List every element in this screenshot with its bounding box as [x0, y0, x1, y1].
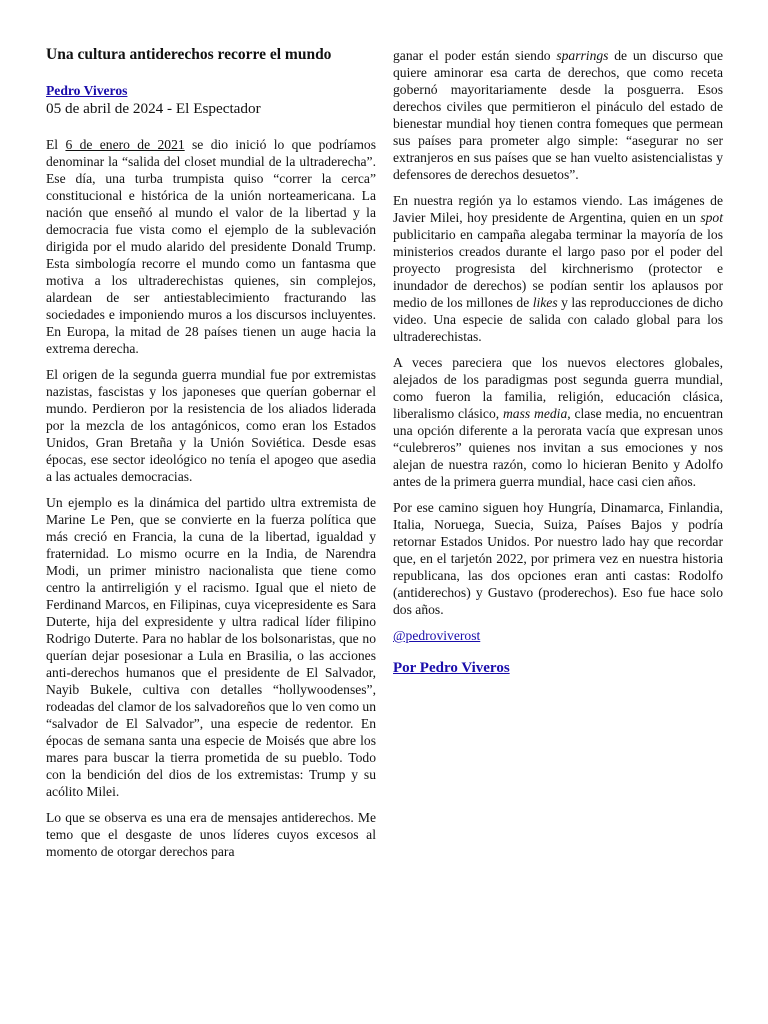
twitter-handle-link[interactable]: @pedroviverost: [393, 628, 481, 643]
paragraph-2: El origen de la segunda guerra mundial fue por extremistas nazistas, fascistas y los japoneses que querían gobernar el mundo. Perdieron por la resistencia de los aliados liderada por la mezcla de los antagónicos, como eran los Estados Unidos, Gran Bretaña y la Unión Soviética. Desde esas épocas, ese sector ideológico no tenía el apogeo que asedia a las actuales democracias.: [46, 367, 376, 484]
left-column: [46, 45, 376, 869]
byline-link[interactable]: Por Pedro Viveros: [393, 660, 510, 676]
paragraph-6: [393, 354, 723, 490]
paragraph-5-middle: publicitario en campaña alegaba terminar la mayoría de los ministerios creados durante el largo paso por el poder del proyecto progresista del kirchnerismo (protector e inundador de derechos) se podían sentir los aplausos por medio de los millones de: [393, 227, 723, 310]
article-dateline: 05 de abril de 2024 - El Espectador: [46, 100, 261, 117]
paragraph-4: Lo que se observa es una era de mensajes antiderechos. Me temo que el desgaste de unos líderes cuyos excesos al momento de otorgar derechos para: [46, 810, 376, 859]
paragraph-1-rest: se dio inició lo que podríamos denominar la “salida del closet mundial de la ultraderecha”. Ese día, una turba trumpista quiso “correr la cerca” constitucional e histórica de la unión norteamericana. La nación que enseñó al mundo el valor de la libertad y la democracia fue vista como el ejemplo de la sublevación dirigida por el mudo alarido del presidente Donald Trump. Esta simbología recorre el mundo como un fantasma que motiva a los ultraderechistas quienes, sin complejos, alardean de ser antiestablecimiento fracturando las sociedades e imponiendo muros a los discursos incluyentes. En Europa, la mitad de 28 países tienen un auge hacia la extrema derecha.: [46, 137, 376, 356]
paragraph-4-continued: [393, 47, 723, 183]
article-title: Una cultura antiderechos recorre el mundo: [46, 46, 332, 63]
paragraph-1: [46, 136, 376, 357]
mass-media-emphasis: mass media: [502, 406, 568, 421]
likes-emphasis: likes: [532, 295, 558, 310]
paragraph-7: Por ese camino siguen hoy Hungría, Dinamarca, Finlandia, Italia, Noruega, Suecia, Suiza, Países Bajos y podría retornar Estados Unidos. Por nuestro lado hay que recordar que, en el tarjetón 2022, por primera vez en nuestra historia republicana, las dos opciones eran anti castas: Rodolfo (antiderechos) y Gustavo (proderechos). Eso fue hace solo dos años.: [393, 500, 723, 617]
right-column: [393, 47, 723, 677]
paragraph-1-start: El: [46, 137, 66, 152]
paragraph-6-end: , clase media, no encuentran una opción diferente a la perorata vacía que expresan unos “culebreros” quienes nos invitan a sus emociones y nos alejan de nuestra razón, como lo hicieran Benito y Adolfo antes de la primera guerra mundial, hace casi cien años.: [393, 406, 723, 489]
paragraph-6-start: A veces pareciera que los nuevos electores globales, alejados de los paradigmas post segunda guerra mundial, como fueron la familia, religión, educación clásica, liberalismo clásico,: [393, 355, 723, 421]
date-link[interactable]: 6 de enero de 2021: [65, 137, 185, 152]
paragraph-5: [393, 192, 723, 345]
paragraph-4-cont-rest: de un discurso que quiere aminorar esa carta de derechos, que como receta gobernó mayoritariamente desde la posguerra. Esos derechos civiles que permitieron el pináculo del estado de bienestar mundial hoy tienen contra fomeques que permean sus países para prometer algo simple: “asegurar no ser extranjeros en sus países que se han vuelto asistencialistas y defensores de derechos desuetos”.: [393, 48, 723, 182]
paragraph-3: Un ejemplo es la dinámica del partido ultra extremista de Marine Le Pen, que se convierte en la fuerza política que más creció en Francia, la cuna de la libertad, igualdad y fraternidad. Lo mismo ocurre en la India, de Narendra Modi, un primer ministro nacionalista que tiene como centro la antirreligión y el racismo. Igual que el nieto de Ferdinand Marcos, en Filipinas, cuya vicepresidente es Sara Duterte, hija del expresidente y ultra radical líder filipino Rodrigo Duterte. Para no hablar de los bolsonaristas, que no querían dejar posesionar a Lula en Brasilia, o las acciones anti-derechos humanos que el presidente de El Salvador, Nayib Bukele, cultiva con detalles “hollywoodenses”, rodeadas del clamor de los salvadoreños que lo ven como un “salvador de El Salvador”, una especie de redentor. En épocas de semana santa una especie de Moisés que abre los mares para buscar la tierra prometida de su pueblo. Todo con la bendición del dios de los extremistas: Trump y su acólito Milei.: [46, 495, 376, 799]
paragraph-4-cont-start: ganar el poder están siendo: [393, 48, 557, 63]
paragraph-5-start: En nuestra región ya lo estamos viendo. Las imágenes de Javier Milei, hoy presidente de Argentina, quien en un: [393, 193, 723, 225]
spot-emphasis: spot: [700, 210, 723, 225]
sparrings-emphasis: sparrings: [556, 48, 609, 63]
paragraph-5-end: y las reproducciones de dicho video. Una especie de salida con calado global para los ultraderechistas.: [393, 295, 723, 344]
author-link[interactable]: Pedro Viveros: [46, 83, 128, 98]
